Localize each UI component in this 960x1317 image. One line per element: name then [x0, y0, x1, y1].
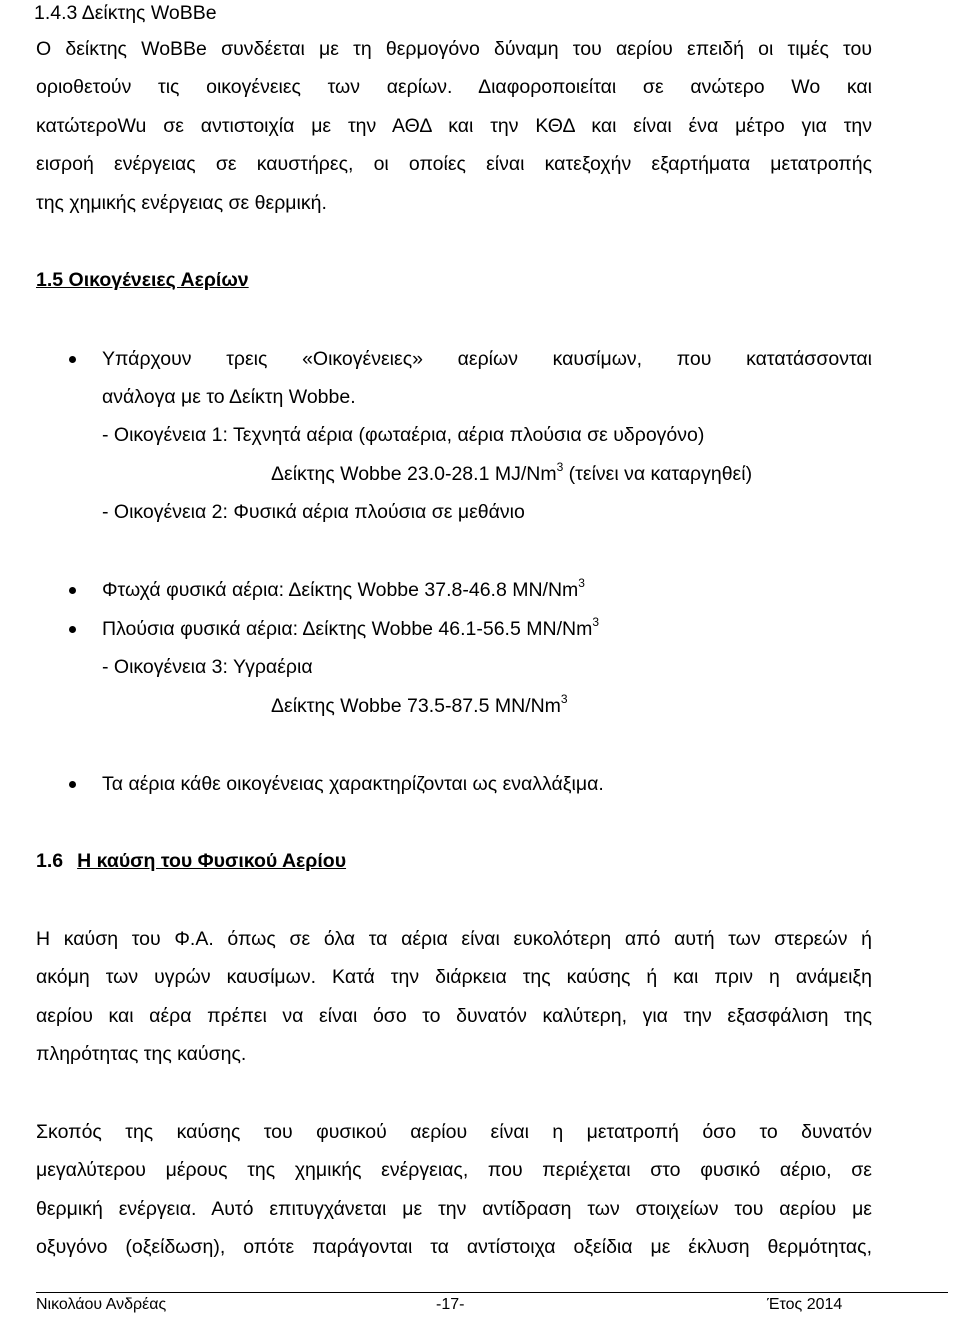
- bullet-item-intro: Υπάρχουν τρεις «Οικογένειες» αερίων καυσίμων, που κατατάσσονται: [102, 348, 872, 370]
- superscript: 3: [560, 692, 568, 706]
- superscript: 3: [578, 576, 585, 590]
- section-heading-1-4-3: 1.4.3 Δείκτης WoBBe: [34, 2, 217, 24]
- section-heading-1-6-title: Η καύση του Φυσικού Αερίου: [77, 850, 347, 872]
- paragraph-line: πληρότητας της καύσης.: [36, 1043, 247, 1065]
- paragraph-line: της χημικής ενέργειας σε θερμική.: [36, 192, 327, 214]
- section-heading-1-6: [36, 852, 346, 872]
- footer-year: Έτος 2014: [767, 1296, 843, 1313]
- poor-gas-item: [102, 576, 585, 601]
- bullet-icon: [69, 587, 76, 594]
- family-3-item: - Οικογένεια 3: Υγραέρια: [102, 656, 313, 678]
- footer-page-number: -17-: [436, 1296, 465, 1313]
- superscript: 3: [556, 460, 564, 474]
- family-1-wobbe-index: [271, 460, 753, 485]
- family-1-note: (τείνει να καταργηθεί): [563, 463, 753, 485]
- family-1-index-value: Δείκτης Wobbe 23.0-28.1 MJ/Nm: [271, 463, 557, 485]
- paragraph-line: εισροή ενέργειας σε καυστήρες, οι οποίες είναι κατεξοχήν εξαρτήματα μετατροπής: [36, 153, 872, 175]
- section-heading-1-5: 1.5 Οικογένειες Αερίων: [36, 269, 249, 291]
- superscript: 3: [592, 615, 599, 629]
- poor-gas-text: Φτωχά φυσικά αέρια: Δείκτης Wobbe 37.8-46.8 MN/Nm: [102, 579, 579, 601]
- footer-author: Νικολάου Ανδρέας: [36, 1296, 167, 1313]
- bullet-icon: [69, 626, 76, 633]
- family-3-wobbe-index: [271, 692, 568, 717]
- family-1-item: - Οικογένεια 1: Τεχνητά αέρια (φωταέρια, αέρια πλούσια σε υδρογόνο): [102, 424, 705, 446]
- paragraph-line: Σκοπός της καύσης του φυσικού αερίου είναι η μετατροπή όσο το δυνατόν: [36, 1121, 872, 1143]
- paragraph-line: μεγαλύτερου μέρους της χημικής ενέργειας, που περιέχεται στο φυσικό αέριο, σε: [36, 1159, 872, 1181]
- paragraph-line: αερίου και αέρα πρέπει να είναι όσο το δυνατόν καλύτερη, για την εξασφάλιση της: [36, 1005, 872, 1027]
- bullet-icon: [69, 781, 76, 788]
- family-3-index-value: Δείκτης Wobbe 73.5-87.5 MN/Nm: [271, 695, 561, 717]
- bullet-item-intro-continued: ανάλογα με το Δείκτη Wobbe.: [102, 386, 356, 408]
- rich-gas-item: [102, 615, 599, 640]
- paragraph-line: Η καύση του Φ.Α. όπως σε όλα τα αέρια είναι ευκολότερη από αυτή των στερεών ή: [36, 928, 872, 950]
- paragraph-line: θερμική ενέργεια. Αυτό επιτυγχάνεται με την αντίδραση των στοιχείων του αερίου με: [36, 1198, 872, 1220]
- paragraph-line: οξυγόνο (οξείδωση), οπότε παράγονται τα αντίστοιχα οξείδια με έκλυση θερμότητας,: [36, 1236, 872, 1258]
- paragraph-line: οριοθετούν τις οικογένειες των αερίων. Διαφοροποιείται σε ανώτερο Wo και: [36, 76, 872, 98]
- paragraph-line: Ο δείκτης WoBBe συνδέεται με τη θερμογόνο δύναμη του αερίου επειδή οι τιμές του: [36, 38, 872, 60]
- paragraph-line: κατώτεροWu σε αντιστοιχία με την ΑΘΔ και την ΚΘΔ και είναι ένα μέτρο για την: [36, 115, 872, 137]
- section-heading-1-6-number: 1.6: [36, 850, 64, 872]
- paragraph-line: ακόμη των υγρών καυσίμων. Κατά την διάρκεια της καύσης ή και πριν η ανάμειξη: [36, 966, 872, 988]
- family-2-item: - Οικογένεια 2: Φυσικά αέρια πλούσια σε μεθάνιο: [102, 501, 525, 523]
- footer-divider: [36, 1292, 948, 1293]
- rich-gas-text: Πλούσια φυσικά αέρια: Δείκτης Wobbe 46.1-56.5 MN/Nm: [102, 618, 593, 640]
- bullet-icon: [69, 356, 76, 363]
- exchangeable-item: Τα αέρια κάθε οικογένειας χαρακτηρίζονται ως εναλλάξιμα.: [102, 773, 604, 795]
